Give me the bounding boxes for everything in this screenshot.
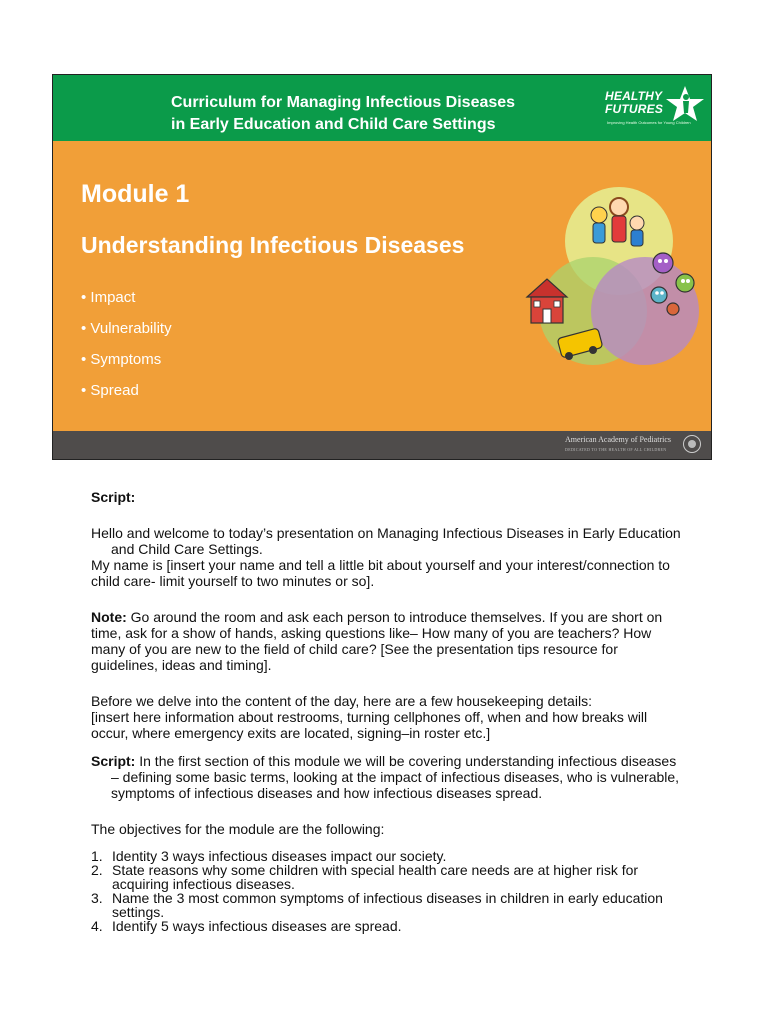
note-text: Go around the room and ask each person to introduce themselves. If you are short on time, ask for a show of hands, asking questions like– How many of you are teachers? How many of you are new to the field of child care? [See the presentation tips resource for guidelines, ideas and timing]. [91, 609, 663, 673]
script-paragraph [91, 753, 681, 801]
slide-footer [53, 431, 711, 459]
logo-line-2: FUTURES [605, 102, 664, 116]
module-title: Module 1 [81, 180, 190, 208]
venn-illustration [523, 185, 703, 375]
venn-circle-germs [591, 257, 699, 365]
aap-tagline: DEDICATED TO THE HEALTH OF ALL CHILDREN [565, 447, 667, 452]
aap-name: American Academy of Pediatrics [565, 435, 671, 444]
objective-item: 2. State reasons why some children with special health care needs are at higher risk for acquiring infectious diseases. [91, 862, 639, 892]
objectives-intro: The objectives for the module are the following: [91, 821, 385, 837]
topic-item: • Vulnerability [81, 319, 172, 350]
topic-item: • Impact [81, 288, 172, 319]
housekeeping-details: [insert here information about restrooms, turning cellphones off, when and how breaks will occur, where emergency exits are located, signing–in roster etc.] [91, 709, 648, 741]
aap-logo [565, 435, 671, 455]
script-heading: Script: [91, 489, 136, 505]
topic-item: • Symptoms [81, 350, 172, 381]
topic-list [81, 288, 172, 412]
name-paragraph: My name is [insert your name and tell a little bit about yourself and your interest/connection to child care- limit yourself to two minutes or so]. [91, 557, 670, 589]
housekeeping-intro: Before we delve into the content of the day, here are a few housekeeping details: [91, 693, 592, 709]
aap-seal-icon [683, 435, 701, 453]
note-label: Note: [91, 609, 127, 625]
speaker-notes [91, 489, 681, 933]
curriculum-title [171, 92, 591, 136]
logo-line-1: HEALTHY [605, 89, 663, 103]
curriculum-title-line-2: in Early Education and Child Care Settings [171, 116, 496, 133]
module-subtitle: Understanding Infectious Diseases [81, 232, 465, 258]
note-paragraph [91, 609, 681, 673]
script-label: Script: [91, 753, 136, 769]
logo-wordmark [605, 90, 663, 116]
topic-item: • Spread [81, 381, 172, 412]
script-text: In the first section of this module we will be covering understanding infectious diseases – defining some basic terms, looking at the impact of infectious diseases, who is vulnerable, symptoms of infectious diseases and how infectious diseases spread. [111, 753, 680, 801]
objective-item: 3. Name the 3 most common symptoms of infectious diseases in children in early education settings. [91, 890, 663, 920]
slide-header [53, 75, 711, 141]
objective-item: 1. Identity 3 ways infectious diseases impact our society. [91, 848, 447, 864]
curriculum-title-line-1: Curriculum for Managing Infectious Diseases [171, 94, 516, 111]
slide-thumbnail [52, 74, 712, 460]
logo-tagline: Improving Health Outcomes for Young Children [607, 120, 691, 125]
objective-item: 4. Identify 5 ways infectious diseases are spread. [91, 918, 402, 934]
star-person-icon [665, 84, 705, 124]
healthy-futures-logo [605, 84, 703, 134]
welcome-paragraph: Hello and welcome to today’s presentation on Managing Infectious Diseases in Early Education and Child Care Settings. [91, 525, 681, 557]
objectives-list [91, 849, 681, 933]
